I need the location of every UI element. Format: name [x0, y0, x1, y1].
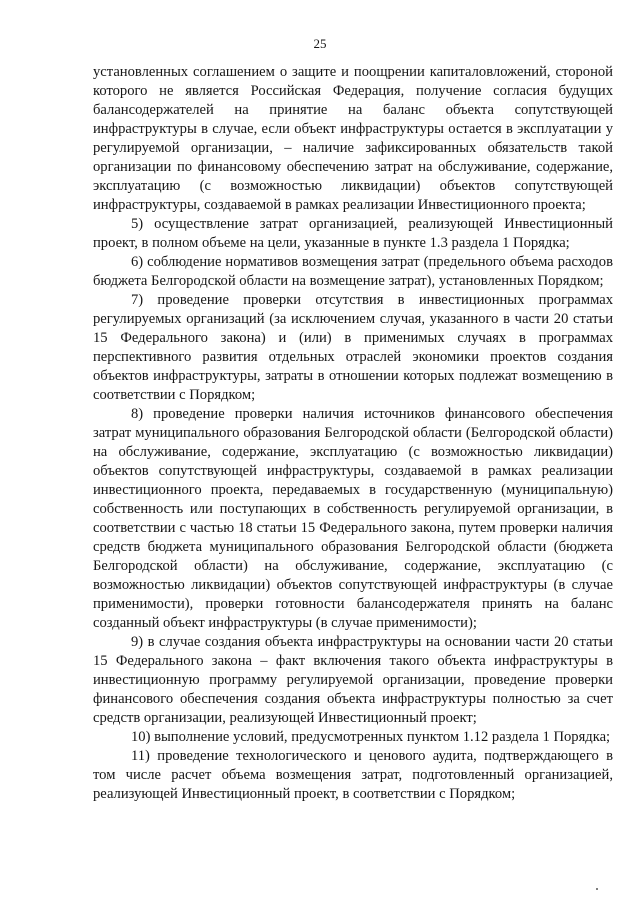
- paragraph-item-5: 5) осуществление затрат организацией, реализующей Инвестиционный проект, в полном объеме на цели, указанные в пункте 1.3 раздела 1 Порядка;: [93, 216, 613, 251]
- paragraph-item-11: 11) проведение технологического и ценового аудита, подтверждающего в том числе расчет объема возмещения затрат, подготовленный организацией, реализующей Инвестиционный проект, в соответствии с Порядком;: [93, 748, 613, 802]
- paragraph-continuation: установленных соглашением о защите и поощрении капиталовложений, стороной которого не является Российская Федерация, получение согласия будущих балансодержателей на принятие на баланс объекта сопутствующей инфраструктуры в случае, если объект инфраструктуры остается в эксплуатации у регулируемой организации, – наличие зафиксированных обязательств такой организации по финансовому обеспечению затрат на обслуживание, содержание, эксплуатацию (с возможностью ликвидации) объектов сопутствующей инфраструктуры, создаваемой в рамках реализации Инвестиционного проекта;: [93, 64, 613, 213]
- document-body: [93, 63, 613, 804]
- paragraph-item-7: 7) проведение проверки отсутствия в инвестиционных программах регулируемых организаций (за исключением случая, указанного в части 20 статьи 15 Федерального закона) и (или) в применимых случаях в программах перспективного развития отдельных отраслей экономики проектов создания объектов инфраструктуры, затраты в отношении которых подлежат возмещению в соответствии с Порядком;: [93, 292, 613, 403]
- scan-speck: [596, 888, 598, 890]
- paragraph-item-6: 6) соблюдение нормативов возмещения затрат (предельного объема расходов бюджета Белгородской области на возмещение затрат), установленных Порядком;: [93, 254, 613, 289]
- paragraph-item-8: 8) проведение проверки наличия источников финансового обеспечения затрат муниципального образования Белгородской области (Белгородской области) на обслуживание, содержание, эксплуатацию (с возможностью ликвидации) объектов сопутствующей инфраструктуры, создаваемой в рамках реализации инвестиционного проекта, передаваемых в государственную (муниципальную) собственность или поступающих в собственность регулируемой организации, в соответствии с частью 18 статьи 15 Федерального закона, путем проверки наличия средств бюджета муниципального образования Белгородской области (бюджета Белгородской области) на обслуживание, содержание, эксплуатацию (с возможностью ликвидации) объектов сопутствующей инфраструктуры (в случае применимости), проверки готовности балансодержателя принять на баланс созданный объект инфраструктуры (в случае применимости);: [93, 406, 613, 631]
- paragraph-item-9: 9) в случае создания объекта инфраструктуры на основании части 20 статьи 15 Федерального закона – факт включения такого объекта инфраструктуры в инвестиционную программу регулируемой организации, проведение проверки финансового обеспечения создания объекта инфраструктуры полностью за счет средств организации, реализующей Инвестиционный проект;: [93, 634, 613, 726]
- page-number: 25: [313, 36, 327, 51]
- paragraph-item-10: 10) выполнение условий, предусмотренных пунктом 1.12 раздела 1 Порядка;: [131, 729, 611, 745]
